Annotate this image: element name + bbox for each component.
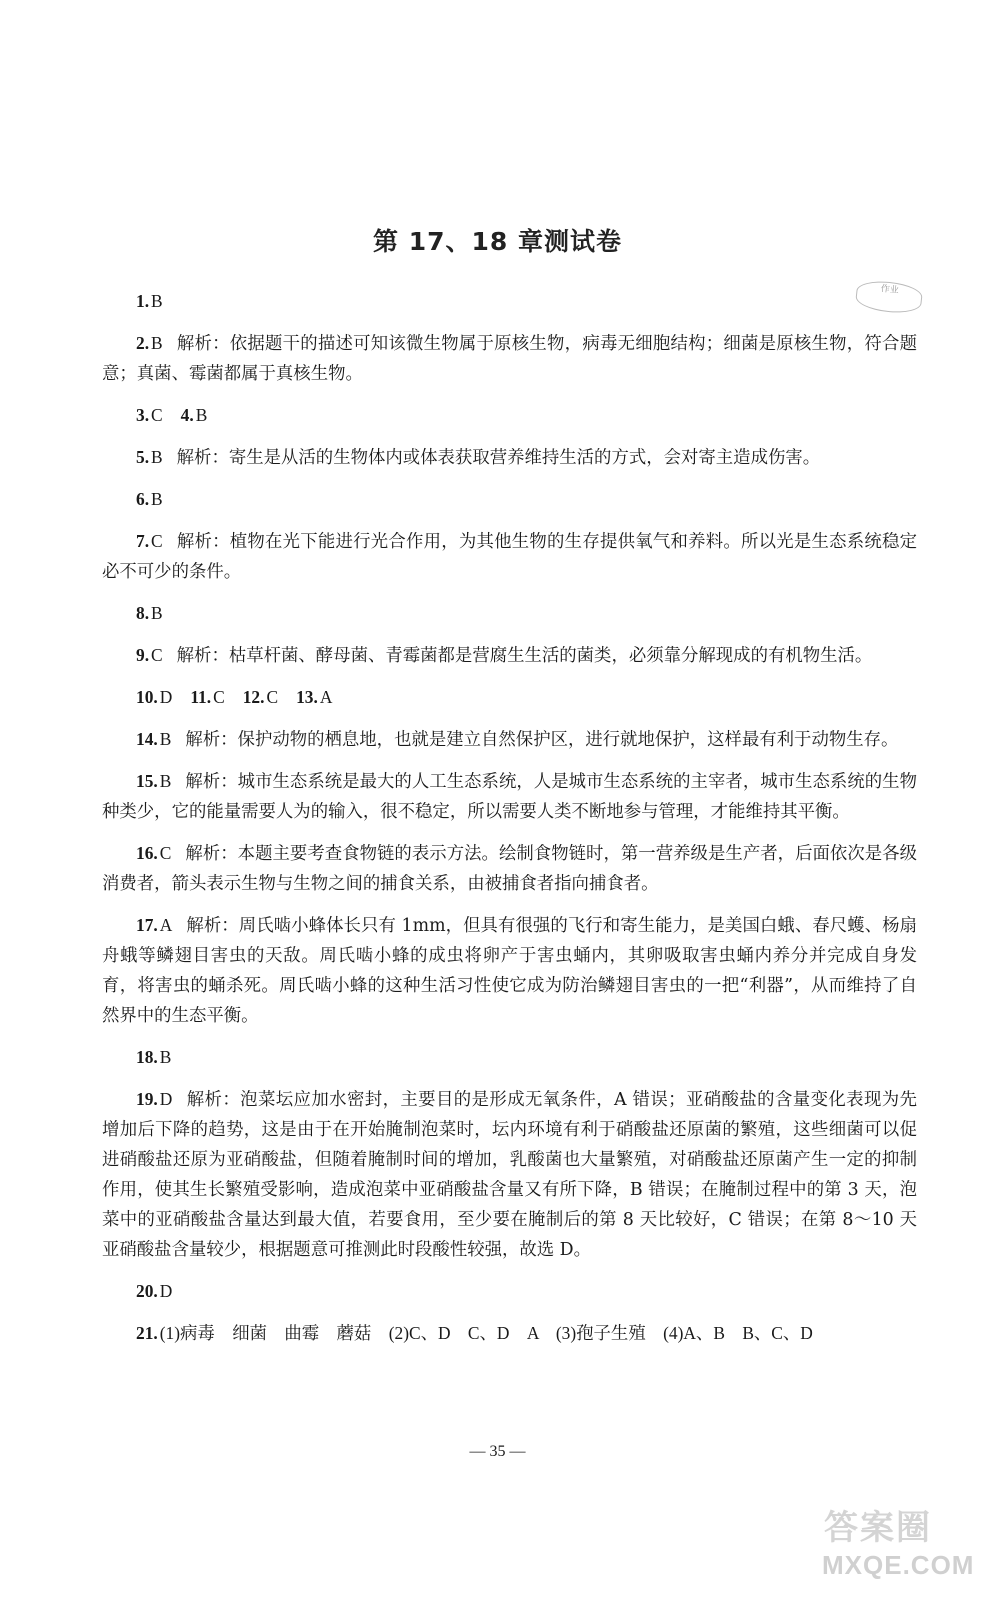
item-number: 4. (180, 405, 194, 425)
item-answer: C (151, 645, 163, 665)
answer-item-19 (102, 1084, 917, 1265)
answer-item-21 (102, 1318, 917, 1349)
answer-item-1 (102, 286, 917, 317)
analysis-text: 城市生态系统是最大的人工生态系统，人是城市生态系统的主宰者，城市生态系统的生物种类少，它的能量需要人为的输入，很不稳定，所以需要人类不断地参与管理，才能维持其平衡。 (102, 772, 917, 822)
item-number: 19. (136, 1089, 158, 1109)
item-answer: B (151, 291, 163, 311)
analysis-label: 解析： (186, 1090, 241, 1110)
stamp-label: 作业 (880, 284, 900, 296)
analysis-label: 解析： (185, 844, 238, 864)
analysis-label: 解析： (176, 532, 230, 552)
item-number: 11. (190, 687, 212, 707)
answer-item-15 (102, 766, 917, 827)
answer-item-6 (102, 484, 917, 515)
item-answer: B (151, 489, 163, 509)
item-number: 21. (136, 1323, 158, 1343)
item-answer: B (159, 771, 172, 791)
page-title: 第 17、18 章测试卷 (373, 227, 622, 256)
analysis-text: 周氏啮小蜂体长只有 1mm，但具有很强的飞行和寄生能力，是美国白蛾、春尺蠖、杨扇舟蛾等鳞翅目害虫的天敌。周氏啮小蜂的成虫将卵产于害虫蛹内，其卵吸取害虫蛹内养分并完成自身发育，将害虫的蛹杀死。周氏啮小蜂的这种生活习性使它成为防治鳞翅目害虫的一把“利器”，从而维持了自然界中的生态平衡。 (102, 916, 917, 1026)
analysis-label: 解析： (176, 448, 229, 468)
answer-list (102, 286, 917, 1360)
item-answer: B (151, 603, 163, 623)
analysis-label: 解析： (176, 646, 229, 666)
item-answer: C (151, 531, 163, 551)
item-answer: D (159, 1281, 173, 1301)
item-number: 12. (242, 687, 265, 707)
answer-item-16 (102, 838, 917, 899)
item-answer: B (159, 1047, 172, 1067)
item-number: 8. (136, 603, 150, 623)
item-number: 5. (136, 447, 150, 467)
watermark-text: 答案圈 (824, 1508, 932, 1548)
answer-item-2 (102, 328, 917, 389)
item-number: 13. (296, 687, 318, 707)
analysis-text: 枯草杆菌、酵母菌、青霉菌都是营腐生生活的菌类，必须靠分解现成的有机物生活。 (228, 646, 873, 666)
item-answer: C (151, 405, 163, 425)
item-number: 2. (136, 333, 150, 353)
item-answer: C (213, 687, 225, 707)
item-answer: D (159, 1089, 173, 1109)
analysis-text: 依据题干的描述可知该微生物属于原核生物，病毒无细胞结构；细菌是原核生物，符合题意；真菌、霉菌都属于真核生物。 (102, 334, 917, 384)
item-answer: A (319, 687, 333, 707)
analysis-text: 寄生是从活的生物体内或体表获取营养维持生活的方式，会对寄主造成伤害。 (228, 448, 821, 468)
item-number: 3. (136, 405, 150, 425)
item-number: 10. (136, 687, 158, 707)
item-answer: D (159, 687, 173, 707)
item-answer: A (159, 915, 173, 935)
answer-item-8 (102, 598, 917, 629)
watermark-url: MXQE.COM (822, 1550, 975, 1580)
watermark-logo (818, 1500, 988, 1590)
item-answer: B (195, 405, 208, 425)
item-answer: C (266, 687, 279, 707)
analysis-text: 本题主要考查食物链的表示方法。绘制食物链时，第一营养级是生产者，后面依次是各级消费者，箭头表示生物与生物之间的捕食关系，由被捕食者指向捕食者。 (102, 844, 917, 894)
item-number: 20. (136, 1281, 158, 1301)
analysis-text: 泡菜坛应加水密封，主要目的是形成无氧条件，A 错误；亚硝酸盐的含量变化表现为先增加后下降的趋势，这是由于在开始腌制泡菜时，坛内环境有利于硝酸盐还原菌的繁殖，这些细菌可以促进硝酸盐还原为亚硝酸盐，但随着腌制时间的增加，乳酸菌也大量繁殖，对硝酸盐还原菌产生一定的抑制作用，使其生长繁殖受影响，造成泡菜中亚硝酸盐含量又有所下降，B 错误；在腌制过程中的第 3 天，泡菜中的亚硝酸盐含量达到最大值，若要食用，至少要在腌制后的第 8 天比较好，C 错误；在第 8～10 天亚硝酸盐含量较少，根据题意可推测此时段酸性较强，故选 D。 (102, 1090, 917, 1260)
answer-item-18 (102, 1042, 917, 1073)
analysis-label: 解析： (186, 916, 239, 936)
answer-item-9 (102, 640, 917, 671)
item-answer: C (159, 843, 172, 863)
analysis-label: 解析： (185, 772, 238, 792)
item-answer: B (159, 729, 172, 749)
item-answer: B (151, 333, 163, 353)
analysis-label: 解析： (185, 730, 238, 750)
analysis-text: 保护动物的栖息地，也就是建立自然保护区，进行就地保护，这样最有利于动物生存。 (237, 730, 899, 750)
item-number: 9. (136, 645, 150, 665)
answer-item-7 (102, 526, 917, 587)
analysis-text: 植物在光下能进行光合作用，为其他生物的生存提供氧气和养料。所以光是生态系统稳定必不可少的条件。 (102, 532, 917, 582)
answer-item-14 (102, 724, 917, 755)
analysis-label: 解析： (176, 334, 230, 354)
answer-item-10-13 (102, 682, 917, 713)
item-number: 7. (136, 531, 150, 551)
item-number: 15. (136, 771, 158, 791)
answer-item-5 (102, 442, 917, 473)
answer-item-3-4 (102, 400, 917, 431)
item-number: 14. (136, 729, 158, 749)
item-number: 1. (136, 291, 150, 311)
page-number: — 35 — (469, 1443, 526, 1460)
item-number: 17. (136, 915, 158, 935)
answer-item-17 (102, 910, 917, 1031)
item-number: 6. (136, 489, 150, 509)
item-answer: (1)病毒 细菌 曲霉 蘑菇 (2)C、D C、D A (3)孢子生殖 (4)A、B B、C、D (159, 1323, 813, 1343)
item-answer: B (151, 447, 163, 467)
item-number: 18. (136, 1047, 158, 1067)
answer-item-20 (102, 1276, 917, 1307)
item-number: 16. (136, 843, 158, 863)
